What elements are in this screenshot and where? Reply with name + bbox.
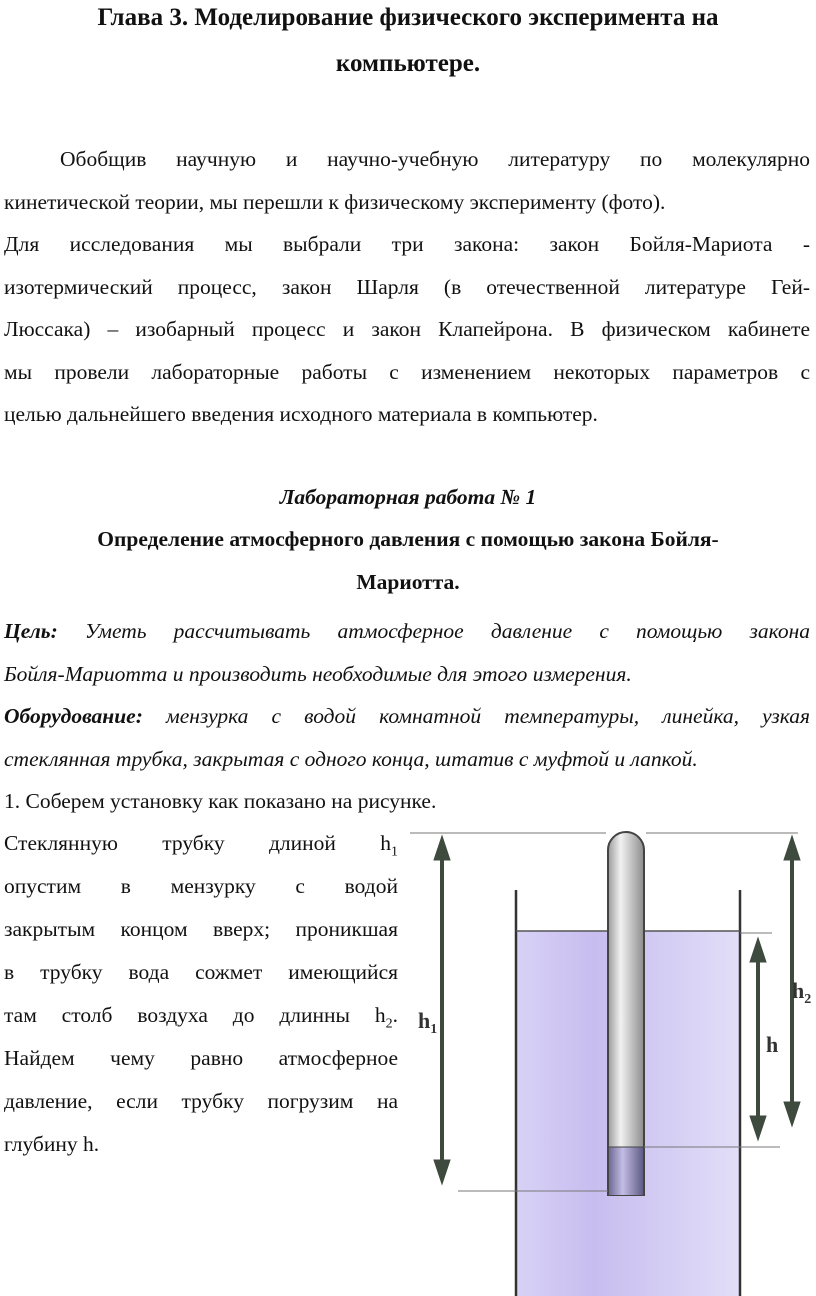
intro-line: изотермический процесс, закон Шарля (в отечественной литературе Гей- (4, 274, 810, 299)
side-text-line: в трубку вода сожмет имеющийся (4, 960, 398, 984)
arrow-h1 (434, 836, 450, 1184)
side-text-line: там столб воздуха до длинны $h_2$. (4, 1003, 398, 1032)
lab-subtitle-line1: Определение атмосферного давления с помощью закона Бойля- (97, 527, 719, 551)
lab-goal (4, 610, 810, 695)
side-text-line: закрытым концом вверх; проникшая (4, 917, 398, 941)
glass-tube (608, 832, 644, 1195)
side-text (4, 822, 398, 1166)
tube-water (609, 1147, 643, 1195)
experiment-figure (410, 820, 810, 1296)
intro-line: кинетической теории, мы перешли к физическому эксперименту (фото). (4, 189, 666, 214)
goal-text-2: Бойля-Мариотта и производить необходимые для этого измерения. (4, 661, 632, 686)
goal-label: Цель: (4, 619, 58, 643)
intro-line: Люссака) – изобарный процесс и закон Клапейрона. В физическом кабинете (4, 317, 810, 341)
intro-line: целью дальнейшего введения исходного материала в компьютер. (4, 402, 598, 426)
label-h: h (766, 1032, 779, 1057)
label-h1: $h_1$ (418, 1008, 438, 1037)
arrow-h (750, 938, 766, 1140)
step-1: 1. Соберем установку как показано на рисунке. (4, 789, 437, 813)
side-text-line: опустим в мензурку с водой (4, 874, 398, 898)
label-h2: $h_2$ (792, 978, 812, 1007)
intro-paragraph (4, 138, 810, 436)
equipment-label: Оборудование: (4, 704, 143, 728)
intro-line: мы провели лабораторные работы с изменением некоторых параметров с (4, 359, 810, 384)
side-text-line: Стеклянную трубку длиной $h_1$ (4, 831, 398, 860)
intro-line: Обобщив научную и научно-учебную литературу по молекулярно (60, 147, 810, 171)
equipment-text-1: мензурка с водой комнатной температуры, линейка, узкая (142, 704, 810, 728)
lab-subtitle-line2: Мариотта. (356, 570, 460, 594)
side-text-line: Найдем чему равно атмосферное (4, 1046, 398, 1070)
equipment-text-2: стеклянная трубка, закрытая с одного конца, штатив с муфтой и лапкой. (4, 746, 698, 771)
chapter-title-line1: Глава 3. Моделирование физического эксперимента на (97, 4, 719, 31)
lab-equipment (4, 695, 810, 780)
goal-text-1: Уметь рассчитывать атмосферное давление с помощью закона (57, 619, 810, 643)
chapter-title-line2: компьютере. (335, 50, 481, 77)
intro-line: Для исследования мы выбрали три закона: закон Бойля-Мариота - (4, 232, 810, 256)
lab-title: Лабораторная работа № 1 (279, 485, 537, 509)
side-text-line: давление, если трубку погрузим на (4, 1089, 398, 1113)
side-text-line: глубину h. (4, 1132, 100, 1156)
